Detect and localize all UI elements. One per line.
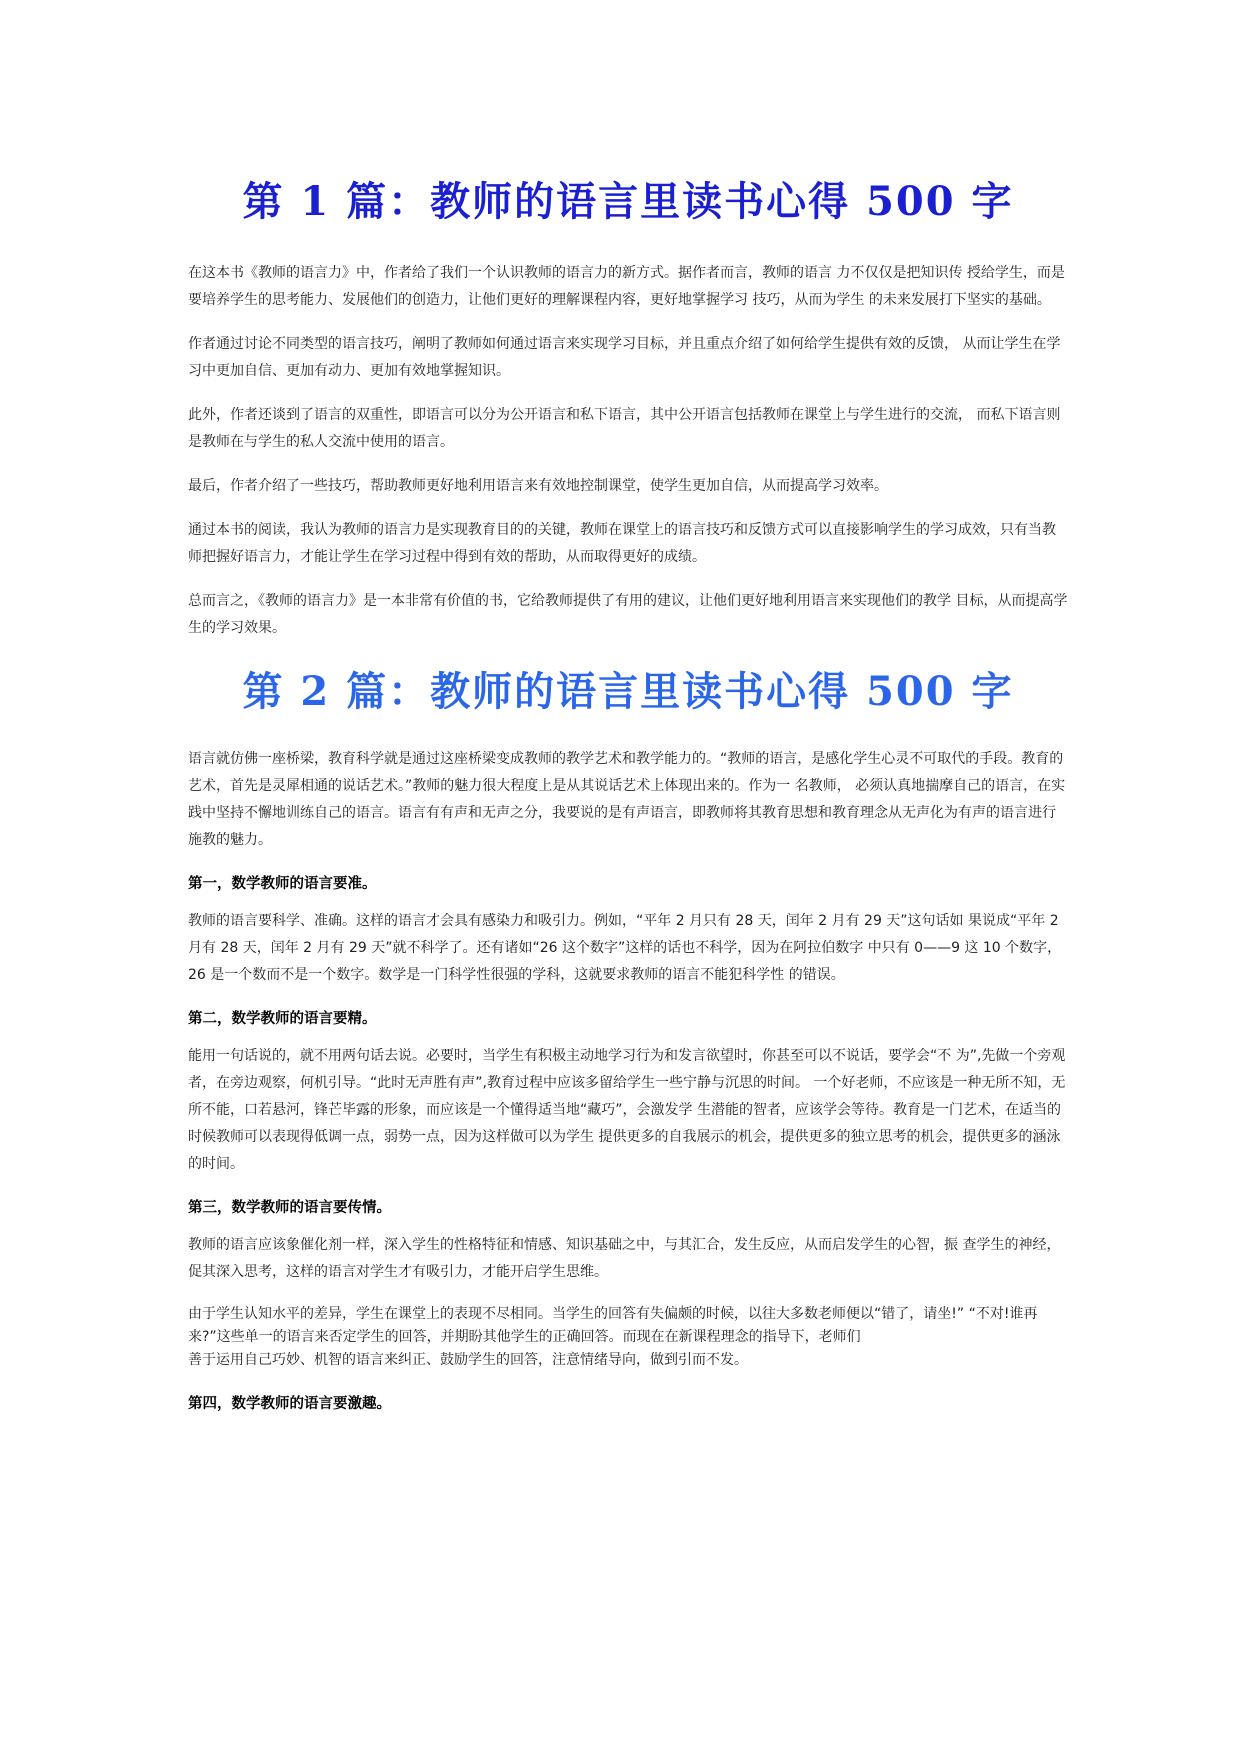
point-3-text-final: 善于运用自己巧妙、机智的语言来纠正、鼓励学生的回答，注意情绪导向，做到引而不发。 <box>188 1352 748 1368</box>
document-content <box>188 168 1068 1416</box>
point-3-heading: 第三，数学教师的语言要传情。 <box>188 1200 391 1216</box>
section-1-paragraph-4: 最后，作者介绍了一些技巧，帮助教师更好地利用语言来有效地控制课堂，使学生更加自信，从而提高学习效率。 <box>188 478 888 494</box>
point-3-text: 教师的语言应该象催化剂一样，深入学生的性格特征和情感、知识基础之中，与其汇合，发生反应，从而启发学生的心智，振 查学生的神经，促其深入思考，这样的语言对学生才有吸引力，才能开启学生思维。 <box>188 1237 1061 1280</box>
point-2-text: 能用一句话说的，就不用两句话去说。必要时，当学生有积极主动地学习行为和发言欲望时，你甚至可以不说话，要学会“不 为”,先做一个旁观者，在旁边观察，何机引导。“此时无声胜有声”,教育过程中应该多留给学生一些宁静与沉思的时间。 一个好老师，不应该是一种无所不知，无所不能，口若悬河，锋芒毕露的形象，而应该是一个懂得适当地“藏巧”，会激发学 生潜能的智者，应该学会等待。教育是一门艺术，在适当的时候教师可以表现得低调一点，弱势一点，因为这样做可以为学生 提供更多的自我展示的机会，提供更多的独立思考的机会，提供更多的涵泳的时间。 <box>188 1048 1066 1172</box>
point-2-heading: 第二，数学教师的语言要精。 <box>188 1011 377 1027</box>
section-1-paragraph-5: 通过本书的阅读，我认为教师的语言力是实现教育目的的关键，教师在课堂上的语言技巧和反馈方式可以直接影响学生的学习成效，只有当教师把握好语言力，才能让学生在学习过程中得到有效的帮助，从而取得更好的成绩。 <box>188 522 1056 565</box>
point-1-heading: 第一，数学教师的语言要准。 <box>188 876 377 892</box>
section-1-paragraph-6: 总而言之，《教师的语言力》是一本非常有价值的书，它给教师提供了有用的建议，让他们更好地利用语言来实现他们的教学 目标，从而提高学生的学习效果。 <box>188 593 1068 636</box>
section-1-paragraph-2: 作者通过讨论不同类型的语言技巧，阐明了教师如何通过语言来实现学习目标，并且重点介绍了如何给学生提供有效的反馈， 从而让学生在学习中更加自信、更加有动力、更加有效地掌握知识。 <box>188 336 1061 379</box>
section-2-title: 第 2 篇：教师的语言里读书心得 500 字 <box>242 668 1014 715</box>
section-1-paragraph-3: 此外，作者还谈到了语言的双重性，即语言可以分为公开语言和私下语言，其中公开语言包括教师在课堂上与学生进行的交流， 而私下语言则是教师在与学生的私人交流中使用的语言。 <box>188 407 1061 450</box>
point-4-heading: 第四，数学教师的语言要激趣。 <box>188 1396 391 1412</box>
section-2-intro: 语言就仿佛一座桥梁，教育科学就是通过这座桥梁变成教师的教学艺术和教学能力的。“教师的语言，是感化学生心灵不可取代的手段。教育的艺术，首先是灵犀相通的说话艺术。”教师的魅力很大程度上是从其说话艺术上体现出来的。作为一 名教师， 必须认真地揣摩自己的语言，在实践中坚持不懈地训练自己的语言。语言有有声和无声之分，我要说的是有声语言，即教师将其教育思想和教育理念从无声化为有声的语言进行施教的魅力。 <box>188 751 1066 848</box>
point-1-text: 教师的语言要科学、准确。这样的语言才会具有感染力和吸引力。例如，“平年 2 月只有 28 天，闰年 2 月有 29 天”这句话如 果说成“平年 2 月有 28 天，闰年 2 月有 29 天”就不科学了。还有诸如“26 这个数字”这样的话也不科学，因为在阿拉伯数字 中只有 0——9 这 10 个数字，26 是一个数而不是一个数字。数学是一门科学性很强的学科，这就要求教师的语言不能犯科学性 的错误。 <box>188 913 1062 983</box>
point-3-text-continued: 由于学生认知水平的差异，学生在课堂上的表现不尽相同。当学生的回答有失偏颇的时候，以往大多数老师便以“错了，请坐!” “不对!谁再来?”这些单一的语言来否定学生的回答，并期盼其他学生的正确回答。而现在在新课程理念的指导下，老师们 <box>188 1306 1038 1345</box>
section-1-paragraph-1: 在这本书《教师的语言力》中，作者给了我们一个认识教师的语言力的新方式。据作者而言，教师的语言 力不仅仅是把知识传 授给学生，而是要培养学生的思考能力、发展他们的创造力，让他们更好的理解课程内容，更好地掌握学习 技巧，从而为学生 的未来发展打下坚实的基础。 <box>188 265 1065 308</box>
section-1-title: 第 1 篇：教师的语言里读书心得 500 字 <box>242 178 1014 225</box>
